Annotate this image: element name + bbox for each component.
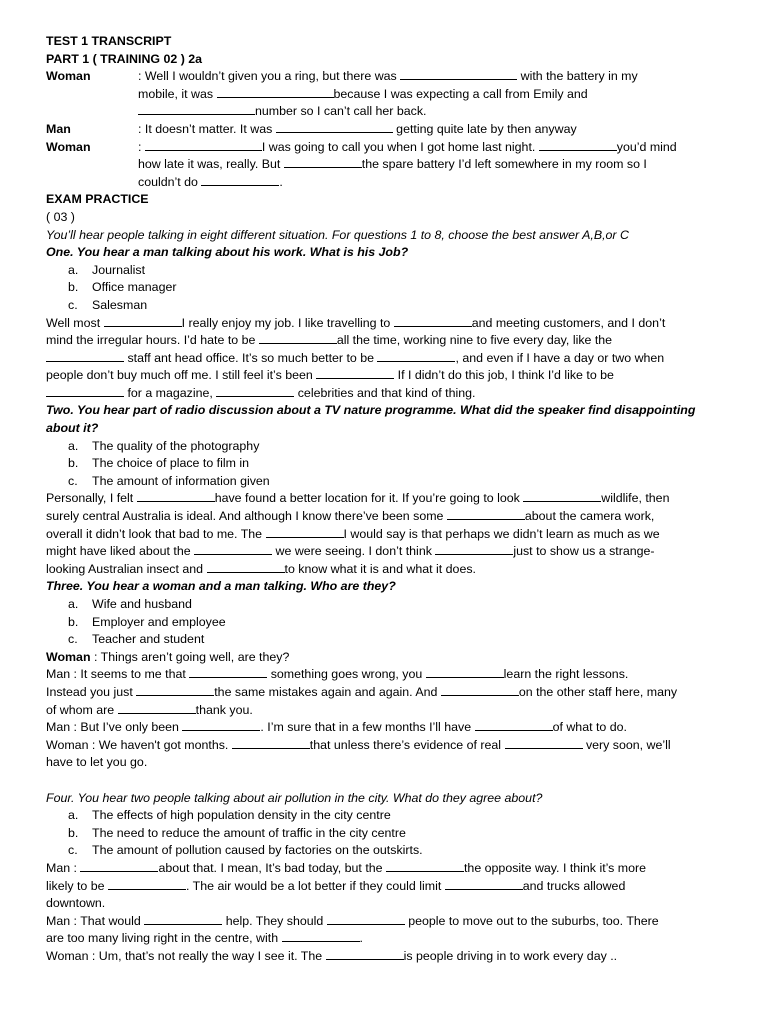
transcript-text: a.	[68, 597, 79, 611]
option-c	[46, 297, 728, 315]
answer-blank[interactable]	[394, 315, 472, 327]
transcript-text: Journalist	[92, 262, 146, 277]
transcript-text: : Um, that’s not really the way I see it. The	[88, 948, 326, 963]
transcript-text: Employer and employee	[92, 614, 226, 629]
transcript-text: I was going to call you when I got home last night.	[261, 139, 539, 154]
transcript-text: The amount of information given	[92, 473, 270, 488]
answer-blank[interactable]	[523, 490, 601, 502]
transcript-text: all the time, working nine to five every day, like the	[336, 333, 613, 348]
transcript-text: b.	[68, 614, 79, 629]
q3-line-7	[46, 754, 728, 772]
answer-blank[interactable]	[259, 332, 337, 344]
transcript-text: The effects of high population density in the city centre	[92, 808, 391, 823]
question-2-cont: about it?	[46, 421, 99, 436]
transcript-text: is people driving in to work every day ..	[403, 948, 618, 963]
q1-line-1	[46, 315, 728, 333]
transcript-text: I really enjoy my job. I like travelling to	[181, 315, 394, 330]
q1-line-4	[46, 367, 728, 385]
transcript-text: number so I can’t call her back.	[255, 104, 427, 119]
transcript-text: :	[138, 139, 145, 154]
part1-line-2	[46, 86, 728, 104]
answer-blank[interactable]	[118, 702, 196, 714]
transcript-text: because I was expecting a call from Emily and	[333, 86, 588, 101]
question-3: Three. You hear a woman and a man talking. Who are they?	[46, 579, 396, 594]
transcript-text: The choice of place to film in	[92, 456, 250, 471]
transcript-text: the opposite way. I think it’s more	[463, 860, 647, 875]
part1-line-1	[46, 68, 728, 86]
transcript-text: Wife and husband	[92, 597, 192, 611]
transcript-text: might have liked about the	[46, 544, 195, 559]
speaker-label: Man	[46, 121, 71, 136]
transcript-text: very soon, we’ll	[582, 737, 671, 752]
transcript-text: about the camera work,	[524, 509, 655, 524]
q3-line-4	[46, 702, 728, 720]
transcript-text: b.	[68, 456, 79, 471]
transcript-text: something goes wrong, you	[267, 667, 426, 682]
answer-blank[interactable]	[144, 913, 222, 925]
answer-blank[interactable]	[505, 737, 583, 749]
q2-line-3	[46, 526, 728, 544]
speaker-label: Woman	[46, 737, 89, 752]
q2-line-1	[46, 490, 728, 508]
transcript-text: c.	[68, 297, 78, 312]
transcript-text: people to move out to the suburbs, too. There	[404, 913, 659, 928]
transcript-text: wildlife, then	[601, 491, 670, 506]
transcript-text: people don’t buy much off me. I still feel it’s been	[46, 368, 317, 383]
part1-line-7	[46, 174, 728, 192]
transcript-text: the spare battery I’d left somewhere in my room so I	[361, 157, 647, 172]
q4-line-2	[46, 878, 728, 896]
speaker-label: Woman	[46, 948, 89, 963]
part1-line-6	[46, 156, 728, 174]
instructions: You’ll hear people talking in eight different situation. For questions 1 to 8, choose the best answer A,B,or C	[46, 227, 629, 242]
transcript-text: that unless there’s evidence of real	[309, 737, 505, 752]
option-b	[46, 455, 728, 473]
transcript-text: b.	[68, 280, 79, 295]
option-a	[46, 262, 728, 280]
transcript-text: a.	[68, 262, 79, 277]
transcript-text: thank you.	[195, 702, 253, 717]
transcript-text: mobile, it was	[138, 86, 217, 101]
speaker-label: Man	[46, 720, 71, 735]
answer-blank[interactable]	[327, 913, 405, 925]
transcript-text: . I’m sure that in a few months I’ll have	[260, 720, 475, 735]
transcript-text: The amount of pollution caused by factories on the outskirts.	[92, 843, 423, 858]
part1-line-4	[46, 121, 728, 139]
answer-blank[interactable]	[182, 719, 260, 731]
answer-blank[interactable]	[386, 860, 464, 872]
option-c	[46, 842, 728, 860]
transcript-text: and meeting customers, and I don’t	[471, 315, 666, 330]
q1-line-5	[46, 385, 728, 403]
answer-blank[interactable]	[316, 367, 394, 379]
transcript-text: on the other staff here, many	[518, 684, 678, 699]
transcript-text: how late it was, really. But	[138, 157, 284, 172]
spacer	[46, 772, 728, 790]
transcript-text: Office manager	[92, 280, 177, 295]
transcript-text: likely to be	[46, 878, 108, 893]
transcript-text: Well most	[46, 315, 104, 330]
answer-blank[interactable]	[232, 737, 310, 749]
transcript-text: Instead you just	[46, 684, 137, 699]
transcript-text: b.	[68, 825, 79, 840]
speaker-label: Woman	[46, 649, 91, 664]
q2-line-2	[46, 508, 728, 526]
speaker-label: Man	[46, 913, 71, 928]
question-2: Two. You hear part of radio discussion about a TV nature programme. What did the speaker find disappointing	[46, 403, 696, 418]
transcript-text: couldn’t do	[138, 174, 202, 189]
option-b	[46, 614, 728, 632]
transcript-text: looking Australian insect and	[46, 561, 207, 576]
track-number: ( 03 )	[46, 209, 75, 224]
answer-blank[interactable]	[201, 174, 279, 186]
q3-line-2	[46, 666, 728, 684]
part1-line-3	[46, 103, 728, 121]
transcript-text: .	[359, 931, 363, 946]
answer-blank[interactable]	[426, 666, 504, 678]
transcript-text: you’d mind	[616, 139, 677, 154]
transcript-text: : But I’ve only been	[70, 720, 183, 735]
answer-blank[interactable]	[189, 666, 267, 678]
answer-blank[interactable]	[445, 878, 523, 890]
transcript-text: c.	[68, 843, 78, 858]
answer-blank[interactable]	[441, 684, 519, 696]
answer-blank[interactable]	[266, 526, 344, 538]
answer-blank[interactable]	[326, 948, 404, 960]
transcript-text: : It doesn’t matter. It was	[138, 121, 276, 136]
option-b	[46, 279, 728, 297]
transcript-text: Personally, I felt	[46, 491, 137, 506]
transcript-text: surely central Australia is ideal. And although I know there’ve been some	[46, 509, 447, 524]
transcript-text: I would say is that perhaps we didn’t learn as much as we	[343, 526, 660, 541]
transcript-text: . The air would be a lot better if they could limit	[185, 878, 445, 893]
transcript-text: overall it didn’t look that bad to me. The	[46, 526, 266, 541]
answer-blank[interactable]	[46, 385, 124, 397]
transcript-text: mind the irregular hours. I’d hate to be	[46, 333, 259, 348]
q1-line-2	[46, 332, 728, 350]
transcript-text: are too many living right in the centre, with	[46, 931, 282, 946]
transcript-text: : That would	[70, 913, 145, 928]
transcript-text: the same mistakes again and again. And	[214, 684, 441, 699]
transcript-text: : It seems to me that	[70, 667, 190, 682]
exam-practice-heading: EXAM PRACTICE	[46, 192, 149, 207]
answer-blank[interactable]	[282, 930, 360, 942]
answer-blank[interactable]	[104, 315, 182, 327]
speaker-label: Man	[46, 860, 71, 875]
q3-line-5	[46, 719, 728, 737]
answer-blank[interactable]	[137, 490, 215, 502]
transcript-text: c.	[68, 473, 78, 488]
transcript-text: getting quite late by then anyway	[392, 121, 577, 136]
answer-blank[interactable]	[145, 139, 262, 151]
transcript-text: : Things aren’t going well, are they?	[90, 649, 290, 664]
answer-blank[interactable]	[435, 543, 513, 555]
answer-blank[interactable]	[475, 719, 553, 731]
transcript-text: of what to do.	[552, 720, 627, 735]
q1-line-3	[46, 350, 728, 368]
transcript-text: a.	[68, 808, 79, 823]
q2-line-4	[46, 543, 728, 561]
answer-blank[interactable]	[136, 684, 214, 696]
question-1: One. You hear a man talking about his work. What is his Job?	[46, 245, 409, 260]
transcript-text: for a magazine,	[124, 385, 217, 400]
answer-blank[interactable]	[46, 350, 124, 362]
transcript-text: celebrities and that kind of thing.	[294, 385, 476, 400]
option-c	[46, 473, 728, 491]
q4-line-1	[46, 860, 728, 878]
speaker-label: Woman	[46, 69, 91, 84]
answer-blank[interactable]	[447, 508, 525, 520]
transcript-text: If I didn’t do this job, I think I’d like to be	[394, 368, 614, 383]
transcript-text: a.	[68, 438, 79, 453]
transcript-text: to know what it is and what it does.	[284, 561, 476, 576]
transcript-text: learn the right lessons.	[503, 667, 629, 682]
answer-blank[interactable]	[216, 385, 294, 397]
speaker-label: Man	[46, 667, 71, 682]
answer-blank[interactable]	[217, 86, 334, 98]
transcript-text: have found a better location for it. If you’re going to look	[214, 491, 524, 506]
transcript-text: help. They should	[222, 913, 327, 928]
transcript-text: we were seeing. I don’t think	[272, 544, 436, 559]
transcript-text: and trucks allowed	[522, 878, 626, 893]
answer-blank[interactable]	[194, 543, 272, 555]
q4-line-3	[46, 895, 728, 913]
question-4: Four. You hear two people talking about air pollution in the city. What do they agree about?	[46, 790, 543, 805]
q3-line-6	[46, 737, 728, 755]
answer-blank[interactable]	[108, 878, 186, 890]
transcript-text: c.	[68, 632, 78, 647]
transcript-text: Salesman	[92, 297, 148, 312]
part1-heading: PART 1 ( TRAINING 02 ) 2a	[46, 51, 203, 66]
transcript-text: The need to reduce the amount of traffic in the city centre	[92, 825, 406, 840]
speaker-label: Woman	[46, 139, 91, 154]
option-c	[46, 631, 728, 649]
option-b	[46, 825, 728, 843]
q4-line-6	[46, 948, 728, 966]
answer-blank[interactable]	[138, 103, 255, 115]
answer-blank[interactable]	[284, 156, 362, 168]
transcript-text: :	[70, 860, 81, 875]
answer-blank[interactable]	[276, 121, 393, 133]
answer-blank[interactable]	[539, 139, 617, 151]
q4-line-5	[46, 930, 728, 948]
q3-line-3	[46, 684, 728, 702]
transcript-text: .	[279, 174, 283, 189]
q2-line-5	[46, 561, 728, 579]
transcript-text: just to show us a strange-	[513, 544, 655, 559]
option-a	[46, 438, 728, 456]
transcript-text: Teacher and student	[92, 632, 205, 647]
transcript-text: of whom are	[46, 702, 118, 717]
part1-line-5	[46, 139, 728, 157]
transcript-text: downtown.	[46, 896, 106, 911]
transcript-text: , and even if I have a day or two when	[455, 350, 665, 365]
transcript-text: : We haven't got months.	[88, 737, 232, 752]
transcript-text: have to let you go.	[46, 755, 148, 770]
option-a	[46, 596, 728, 614]
q4-line-4	[46, 913, 728, 931]
answer-blank[interactable]	[207, 561, 285, 573]
document-title: TEST 1 TRANSCRIPT	[46, 34, 172, 48]
transcript-text: staff ant head office. It’s so much better to be	[124, 350, 378, 365]
option-a	[46, 807, 728, 825]
q3-line-1	[46, 649, 728, 667]
answer-blank[interactable]	[400, 68, 517, 80]
answer-blank[interactable]	[80, 860, 158, 872]
transcript-text: with the battery in my	[517, 69, 638, 84]
transcript-text: about that. I mean, It’s bad today, but the	[158, 860, 386, 875]
answer-blank[interactable]	[377, 350, 455, 362]
transcript-text: : Well I wouldn’t given you a ring, but there was	[138, 69, 401, 84]
transcript-text: The quality of the photography	[92, 438, 260, 453]
